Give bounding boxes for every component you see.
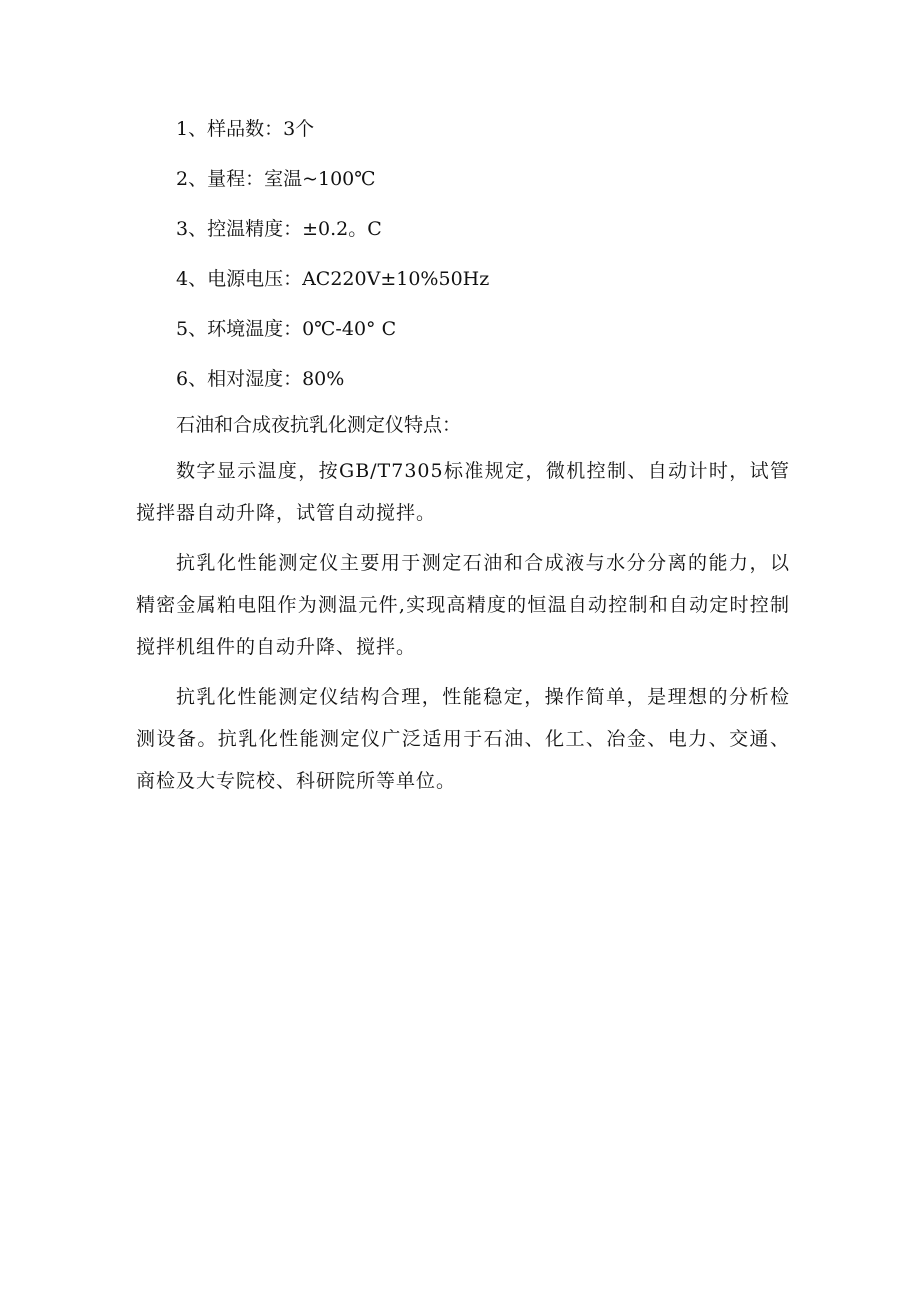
spec-item-ambient-temp: 5、环境温度：0℃-40° C — [176, 318, 397, 340]
features-heading: 石油和合成夜抗乳化测定仪特点： — [176, 414, 462, 436]
spec-item-sample-count: 1、样品数：3个 — [176, 118, 315, 140]
spec-list — [176, 114, 796, 414]
spec-item-range: 2、量程：室温~100℃ — [176, 168, 376, 190]
spec-item-power-voltage: 4、电源电压：AC220V±10%50Hz — [176, 268, 490, 290]
spec-item-temp-accuracy: 3、控温精度：±0.2。C — [176, 218, 382, 240]
paragraph-applications: 抗乳化性能测定仪结构合理，性能稳定，操作简单，是理想的分析检测设备。抗乳化性能测定仪广泛适用于石油、化工、冶金、电力、交通、商检及大专院校、科研院所等单位。 — [136, 686, 790, 792]
paragraph-purpose: 抗乳化性能测定仪主要用于测定石油和合成液与水分分离的能力，以精密金属粕电阻作为测温元件,实现高精度的恒温自动控制和自动定时控制搅拌机组件的自动升降、搅拌。 — [136, 552, 790, 658]
body-text — [136, 410, 790, 810]
paragraph-display: 数字显示温度，按GB/T7305标准规定，微机控制、自动计时，试管搅拌器自动升降，试管自动搅拌。 — [136, 460, 790, 524]
spec-item-humidity: 6、相对湿度：80% — [176, 368, 345, 390]
